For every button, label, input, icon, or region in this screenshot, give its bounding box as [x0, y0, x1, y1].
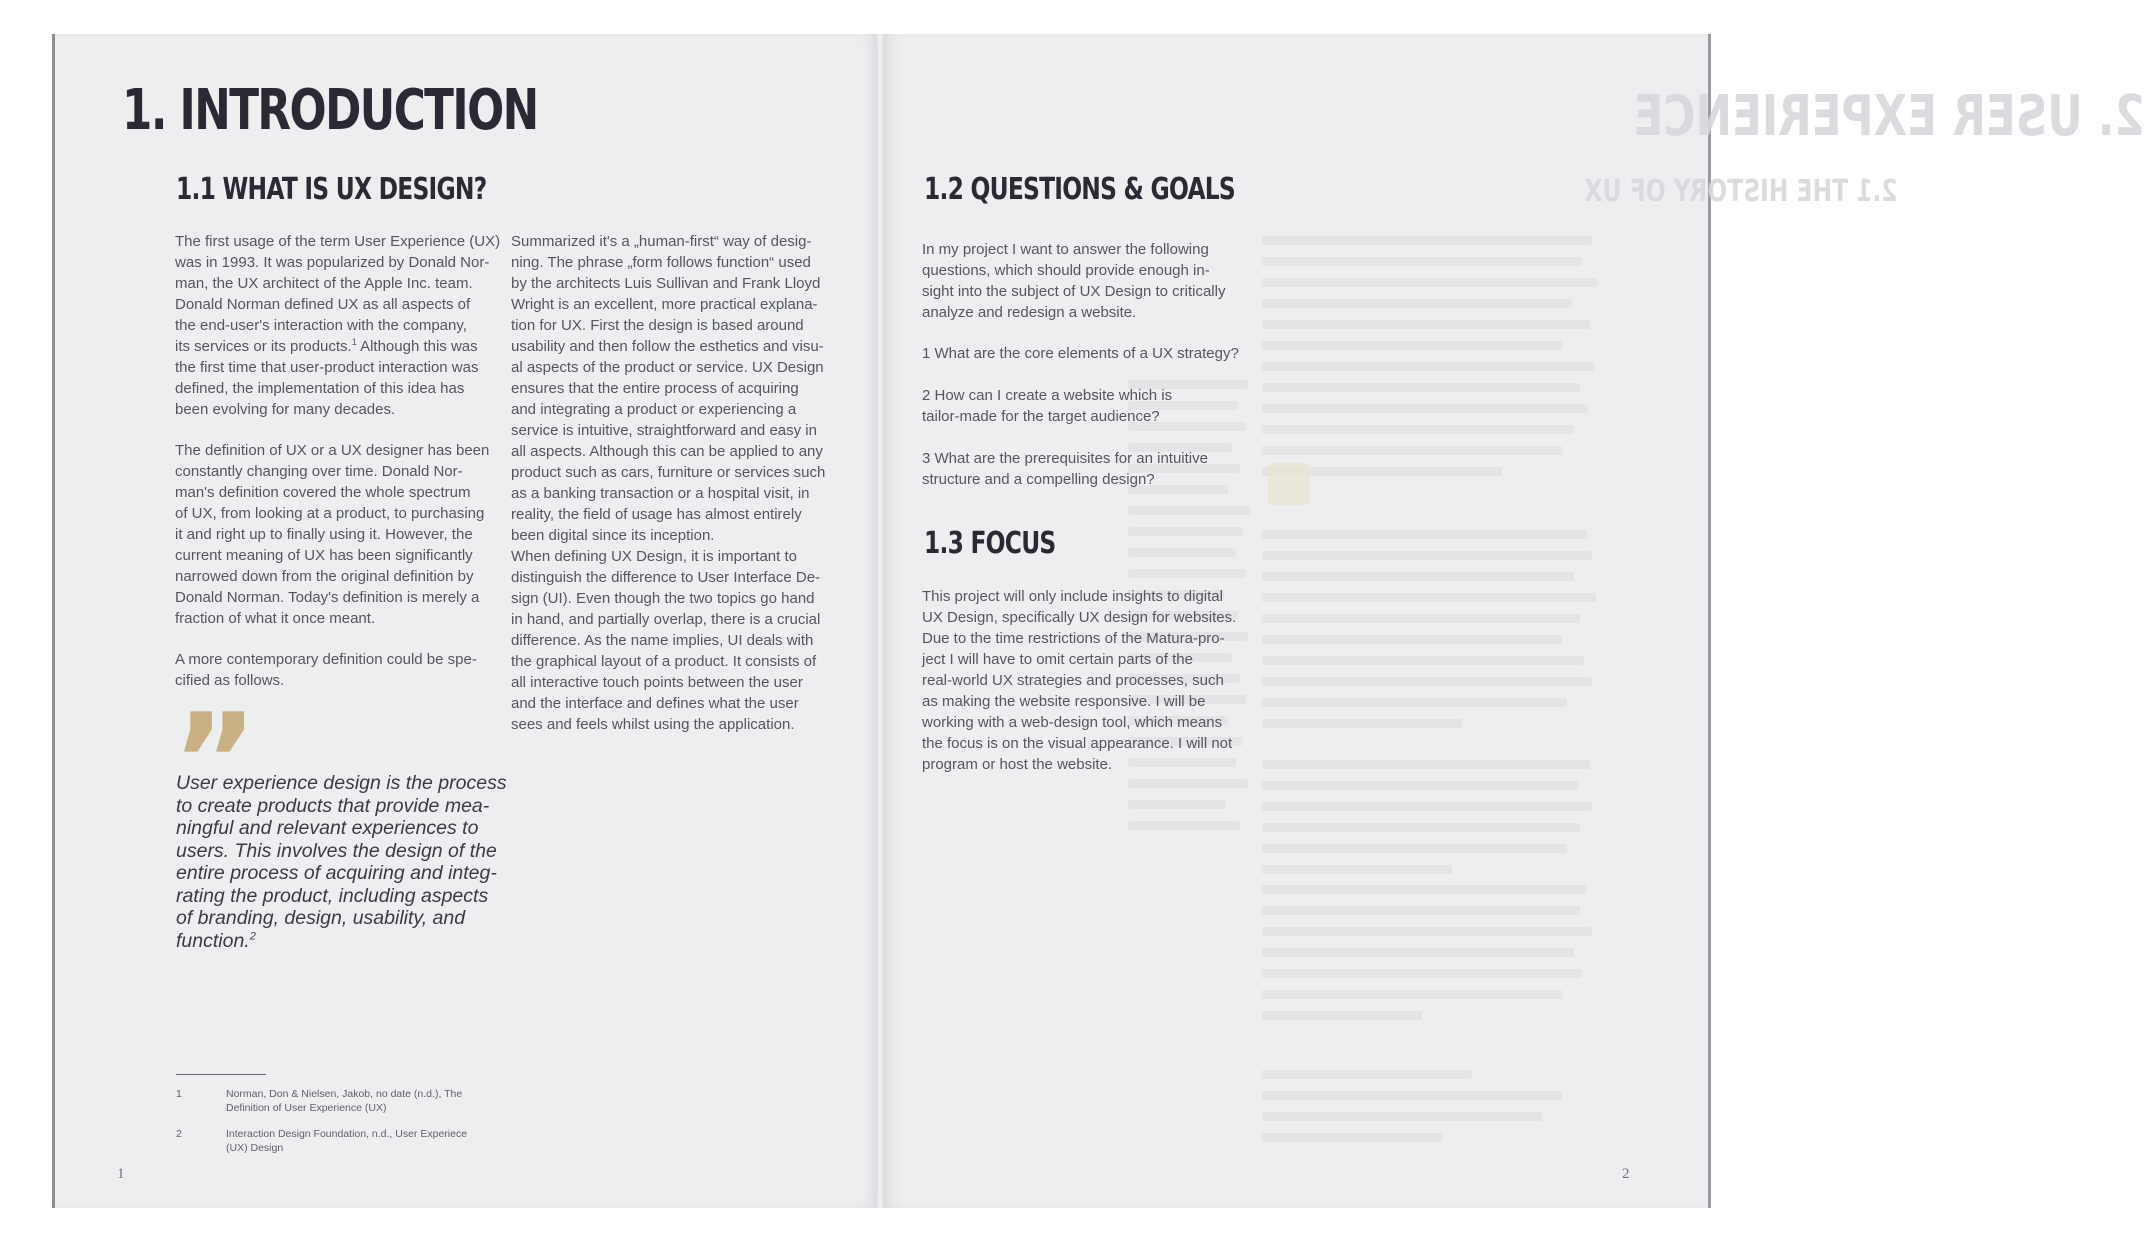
text-line: Donald Norman. Today's definition is merely a: [175, 589, 480, 606]
footnote-line: (UX) Design: [226, 1142, 284, 1154]
col1-paragraph-2: [175, 440, 505, 629]
quote-line: of branding, design, usability, and: [176, 907, 466, 929]
bleed-through-line: [1262, 530, 1587, 539]
text-line: all interactive touch points between the user: [511, 674, 803, 691]
bleed-through-line: [1262, 760, 1590, 769]
footnote-number: 1: [176, 1088, 182, 1100]
bleed-through-line: [1262, 990, 1562, 999]
quote-line: function.: [176, 929, 250, 952]
bleed-through-line: [1262, 844, 1567, 853]
text-line: difference. As the name implies, UI deals with: [511, 632, 814, 649]
text-line: Due to the time restrictions of the Matura-pro-: [922, 630, 1225, 647]
text-line: Although this was: [360, 338, 478, 355]
bleed-through-line: [1262, 404, 1588, 413]
text-line: was in 1993. It was popularized by Donald Nor-: [175, 254, 490, 271]
text-line: been evolving for many decades.: [175, 401, 396, 418]
text-line: structure and a compelling design?: [922, 471, 1155, 488]
bleed-through-line: [1262, 677, 1592, 686]
quote-mark-icon: ”: [172, 685, 250, 837]
bleed-through-line: [1128, 548, 1236, 557]
text-line: tion for UX. First the design is based around: [511, 317, 804, 334]
text-line: The first usage of the term User Experience (UX): [175, 233, 501, 250]
bleed-through-line: [1262, 719, 1462, 728]
section-heading-1-3: 1.3 FOCUS: [924, 526, 1056, 561]
text-line: its services or its products.: [175, 338, 352, 355]
bleed-through-line: [1128, 506, 1250, 515]
text-line: and integrating a product or experiencing a: [511, 401, 797, 418]
footnote-ref[interactable]: 2: [249, 930, 256, 942]
footnote-ref[interactable]: 1: [351, 337, 357, 347]
section-heading-1-2: 1.2 QUESTIONS & GOALS: [924, 172, 1236, 207]
footnote-line: Interaction Design Foundation, n.d., User Experiece: [226, 1128, 468, 1140]
text-line: sign (UI). Even though the two topics go hand: [511, 590, 815, 607]
footnote-line: Definition of User Experience (UX): [226, 1102, 387, 1114]
bleed-through-line: [1262, 299, 1572, 308]
text-line: of UX, from looking at a product, to purchasing: [175, 505, 485, 522]
footnote-text: [226, 1127, 516, 1155]
text-line: program or host the website.: [922, 756, 1113, 773]
text-line: the focus is on the visual appearance. I will not: [922, 735, 1233, 752]
text-line: Donald Norman defined UX as all aspects of: [175, 296, 471, 313]
question-1: [922, 343, 1252, 364]
text-line: Summarized it's a „human-first“ way of desig-: [511, 233, 812, 250]
text-line: service is intuitive, straightforward and easy in: [511, 422, 817, 439]
text-line: 2 How can I create a website which is: [922, 387, 1173, 404]
bleed-through-line: [1262, 865, 1452, 874]
question-3: [922, 448, 1252, 490]
text-line: 1 What are the core elements of a UX strategy?: [922, 345, 1239, 362]
bleed-through-line: [1262, 446, 1562, 455]
chapter-title: 1. INTRODUCTION: [122, 78, 538, 143]
footnote-number: 2: [176, 1128, 182, 1140]
text-line: man's definition covered the whole spectrum: [175, 484, 471, 501]
bleed-through-line: [1262, 927, 1592, 936]
text-line: When defining UX Design, it is important to: [511, 548, 797, 565]
bleed-through-line: [1262, 257, 1582, 266]
text-line: In my project I want to answer the following: [922, 241, 1209, 258]
text-line: narrowed down from the original definition by: [175, 568, 474, 585]
bleed-through-line: [1128, 800, 1226, 809]
bleed-through-line: [1262, 1133, 1442, 1142]
bleed-through-line: [1262, 656, 1584, 665]
bleed-through-line: [1262, 969, 1582, 978]
bleed-through-line: [1262, 362, 1594, 371]
quote-line: entire process of acquiring and integ-: [176, 862, 497, 884]
bleed-through-line: [1262, 425, 1574, 434]
text-line: in hand, and partially overlap, there is a crucial: [511, 611, 821, 628]
bleed-through-line: [1128, 821, 1240, 830]
text-line: and the interface and defines what the user: [511, 695, 799, 712]
quote-line: User experience design is the process: [176, 772, 507, 794]
col1-paragraph-1: [175, 231, 505, 420]
quote-line: ningful and relevant experiences to: [176, 817, 479, 839]
text-line: constantly changing over time. Donald Nor-: [175, 463, 463, 480]
pull-quote: [176, 772, 516, 952]
bleed-through-line: [1262, 341, 1562, 350]
bleed-through-line: [1262, 1091, 1562, 1100]
text-line: product such as cars, furniture or services such: [511, 464, 826, 481]
text-line: ject I will have to omit certain parts of the: [922, 651, 1193, 668]
bleed-through-line: [1262, 906, 1580, 915]
bleed-through-line: [1128, 527, 1243, 536]
bleed-through-line: [1262, 1070, 1472, 1079]
text-line: as a banking transaction or a hospital visit, in: [511, 485, 810, 502]
bleed-through-line: [1262, 320, 1590, 329]
bleed-through-line: [1128, 779, 1248, 788]
bleed-through-line: [1262, 781, 1578, 790]
bleed-through-line: [1262, 383, 1580, 392]
text-line: ning. The phrase „form follows function“ used: [511, 254, 811, 271]
bleed-through-line: [1262, 572, 1574, 581]
text-line: current meaning of UX has been significantly: [175, 547, 473, 564]
page-number-right: 2: [1622, 1166, 1630, 1182]
text-line: fraction of what it once meant.: [175, 610, 376, 627]
quote-line: rating the product, including aspects: [176, 884, 489, 907]
text-line: sight into the subject of UX Design to critically: [922, 283, 1226, 300]
book-gutter: [876, 34, 884, 1208]
text-line: A more contemporary definition could be spe-: [175, 651, 477, 668]
text-line: sees and feels whilst using the application.: [511, 716, 795, 733]
bleed-through-line: [1262, 635, 1562, 644]
text-line: been digital since its inception.: [511, 527, 715, 544]
col2-paragraph: [511, 231, 841, 735]
bleed-through-section-title: 2.1 THE HISTORY OF UX: [1584, 174, 1898, 209]
text-line: analyze and redesign a website.: [922, 304, 1137, 321]
bleed-through-chapter-title: 2. USER EXPERIENCE: [1634, 84, 2145, 149]
page-number-left: 1: [117, 1166, 125, 1182]
bleed-through-line: [1262, 948, 1574, 957]
text-line: working with a web-design tool, which means: [922, 714, 1223, 731]
bleed-through-line: [1262, 236, 1592, 245]
text-line: real-world UX strategies and processes, such: [922, 672, 1224, 689]
text-line: This project will only include insights to digital: [922, 588, 1223, 605]
bleed-through-line: [1262, 1011, 1422, 1020]
bleed-through-line: [1262, 593, 1596, 602]
text-line: usability and then follow the esthetics and visu-: [511, 338, 824, 355]
bleed-through-line: [1262, 823, 1580, 832]
text-line: questions, which should provide enough in-: [922, 262, 1210, 279]
text-line: the graphical layout of a product. It consists of: [511, 653, 817, 670]
bleed-through-line: [1262, 278, 1597, 287]
section-heading-1-1: 1.1 WHAT IS UX DESIGN?: [176, 172, 487, 207]
text-line: cified as follows.: [175, 672, 285, 689]
text-line: as making the website responsive. I will be: [922, 693, 1206, 710]
text-line: it and right up to finally using it. However, the: [175, 526, 473, 543]
text-line: reality, the field of usage has almost entirely: [511, 506, 802, 523]
bleed-through-line: [1262, 698, 1567, 707]
text-line: UX Design, specifically UX design for websites.: [922, 609, 1237, 626]
text-line: The definition of UX or a UX designer has been: [175, 442, 490, 459]
text-line: al aspects of the product or service. UX Design: [511, 359, 824, 376]
quote-line: users. This involves the design of the: [176, 839, 497, 862]
footnote-rule: [176, 1074, 266, 1075]
text-line: 3 What are the prerequisites for an intuitive: [922, 450, 1208, 467]
bleed-through-line: [1262, 802, 1592, 811]
text-line: the end-user's interaction with the company,: [175, 317, 467, 334]
text-line: tailor-made for the target audience?: [922, 408, 1160, 425]
focus-paragraph: [922, 586, 1252, 775]
questions-intro: [922, 239, 1252, 323]
bleed-through-line: [1262, 551, 1592, 560]
text-line: man, the UX architect of the Apple Inc. team.: [175, 275, 473, 292]
bleed-through-quote-mark: [1268, 463, 1310, 505]
text-line: by the architects Luis Sullivan and Frank Lloyd: [511, 275, 821, 292]
quote-line: to create products that provide mea-: [176, 794, 490, 817]
text-line: Wright is an excellent, more practical explana-: [511, 296, 818, 313]
bleed-through-line: [1262, 614, 1580, 623]
text-line: all aspects. Although this can be applied to any: [511, 443, 823, 460]
bleed-through-line: [1262, 885, 1586, 894]
question-2: [922, 385, 1252, 427]
text-line: ensures that the entire process of acquiring: [511, 380, 799, 397]
bleed-through-line: [1262, 1112, 1542, 1121]
text-line: distinguish the difference to User Interface De-: [511, 569, 821, 586]
footnote-text: [226, 1087, 516, 1115]
text-line: the first time that user-product interaction was: [175, 359, 479, 376]
bleed-through-line: [1128, 569, 1246, 578]
footnote-line: Norman, Don & Nielsen, Jakob, no date (n.d.), The: [226, 1088, 463, 1100]
text-line: defined, the implementation of this idea has: [175, 380, 465, 397]
